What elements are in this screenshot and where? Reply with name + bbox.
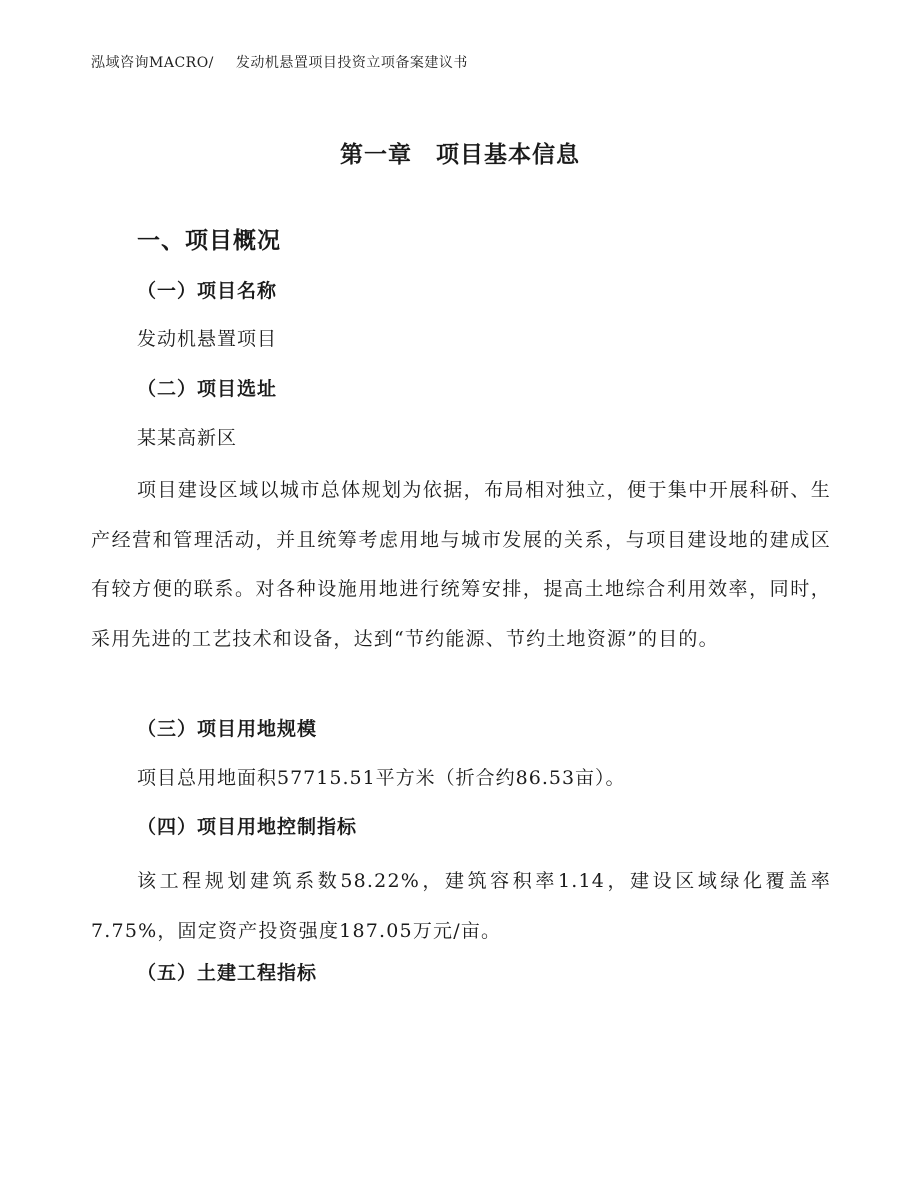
subheading-civil-engineering: （五）土建工程指标 (137, 962, 318, 984)
land-scale-text: 项目总用地面积57715.51平方米（折合约86.53亩）。 (137, 767, 626, 789)
running-header (91, 52, 468, 72)
subheading-project-name: （一）项目名称 (137, 280, 278, 302)
project-site-text: 某某高新区 (137, 427, 238, 449)
project-name-text: 发动机悬置项目 (137, 328, 278, 350)
site-description-paragraph: 项目建设区域以城市总体规划为依据，布局相对独立，便于集中开展科研、生产经营和管理活动，并且统筹考虑用地与城市发展的关系，与项目建设地的建成区有较方便的联系。对各种设施用地进行统筹安排，提高土地综合利用效率，同时，采用先进的工艺技术和设备，达到“节约能源、节约土地资源”的目的。 (91, 479, 831, 650)
header-divider (91, 79, 829, 80)
subheading-project-site: （二）项目选址 (137, 378, 278, 400)
section-heading-overview: 一、项目概况 (137, 228, 281, 254)
land-control-paragraph: 该工程规划建筑系数58.22%，建筑容积率1.14，建设区域绿化覆盖率7.75%，固定资产投资强度187.05万元/亩。 (91, 870, 831, 942)
header-document-title: 发动机悬置项目投资立项备案建议书 (235, 55, 468, 71)
subheading-land-scale: （三）项目用地规模 (137, 718, 318, 740)
chapter-title: 第一章 项目基本信息 (340, 142, 580, 168)
header-publisher: 泓域咨询MACRO/ (91, 55, 214, 71)
subheading-land-control: （四）项目用地控制指标 (137, 816, 358, 838)
